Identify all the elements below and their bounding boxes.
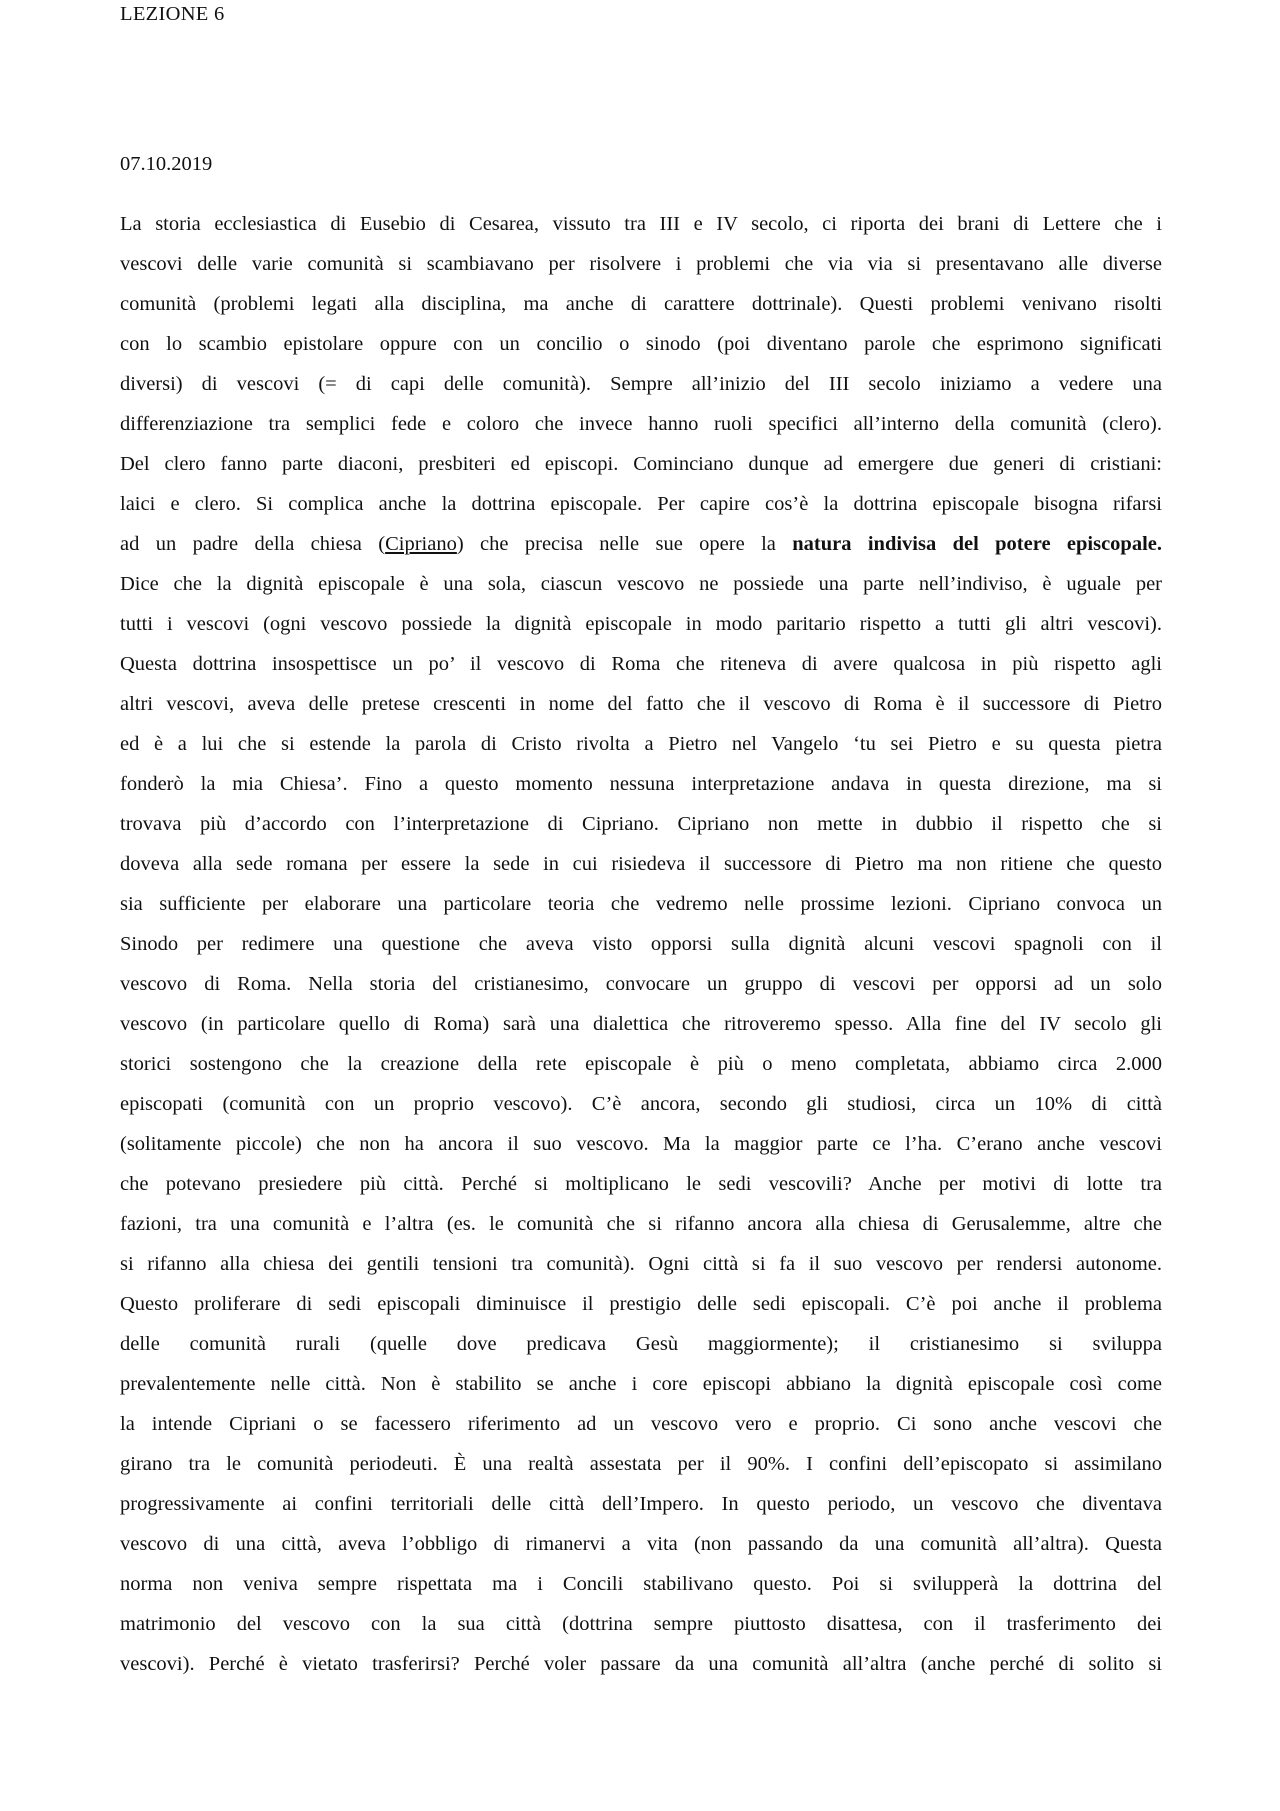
text-line: laici e clero. Si complica anche la dottrina episcopale. Per capire cos’è la dottrina episcopale bisogna rifarsi [120,493,1162,515]
underlined-name-cipriano: Cipriano [385,533,457,555]
text-line: doveva alla sede romana per essere la sede in cui risiedeva il successore di Pietro ma non ritiene che questo [120,853,1162,875]
text-line: Dice che la dignità episcopale è una sola, ciascun vescovo ne possiede una parte nell’indiviso, è uguale per [120,573,1162,595]
text-line: La storia ecclesiastica di Eusebio di Cesarea, vissuto tra III e IV secolo, ci riporta dei brani di Lettere che i [120,213,1162,235]
text-line: vescovi). Perché è vietato trasferirsi? Perché voler passare da una comunità all’altra (anche perché di solito si [120,1653,1162,1675]
text-line: diversi) di vescovi (= di capi delle comunità). Sempre all’inizio del III secolo iniziamo a vedere una [120,373,1162,395]
text-line: vescovo (in particolare quello di Roma) sarà una dialettica che ritroveremo spesso. Alla fine del IV secolo gli [120,1013,1162,1035]
bold-phrase: natura indivisa del potere episcopale. [792,533,1163,555]
text-line: con lo scambio epistolare oppure con un concilio o sinodo (poi diventano parole che esprimono significati [120,333,1162,355]
text-line: delle comunità rurali (quelle dove predicava Gesù maggiormente); il cristianesimo si sviluppa [120,1333,1162,1355]
page-header: LEZIONE 6 [120,3,225,25]
text-line: altri vescovi, aveva delle pretese crescenti in nome del fatto che il vescovo di Roma è il successore di Pietro [120,693,1162,715]
text-line: comunità (problemi legati alla disciplina, ma anche di carattere dottrinale). Questi problemi venivano risolti [120,293,1162,315]
text-line: storici sostengono che la creazione della rete episcopale è più o meno completata, abbiamo circa 2.000 [120,1053,1162,1075]
text-line: vescovi delle varie comunità si scambiavano per risolvere i problemi che via via si presentavano alle diverse [120,253,1162,275]
text-line: (solitamente piccole) che non ha ancora il suo vescovo. Ma la maggior parte ce l’ha. C’erano anche vescovi [120,1133,1162,1155]
text-line: tutti i vescovi (ogni vescovo possiede la dignità episcopale in modo paritario rispetto a tutti gli altri vescovi). [120,613,1162,635]
text-line: Questa dottrina insospettisce un po’ il vescovo di Roma che riteneva di avere qualcosa in più rispetto agli [120,653,1162,675]
text-line: progressivamente ai confini territoriali delle città dell’Impero. In questo periodo, un vescovo che diventava [120,1493,1162,1515]
text-line: episcopati (comunità con un proprio vescovo). C’è ancora, secondo gli studiosi, circa un 10% di città [120,1093,1162,1115]
text-line: Del clero fanno parte diaconi, presbiteri ed episcopi. Cominciano dunque ad emergere due generi di cristiani: [120,453,1162,475]
text-line: che potevano presiedere più città. Perché si moltiplicano le sedi vescovili? Anche per motivi di lotte tra [120,1173,1162,1195]
text-line: la intende Cipriani o se facessero riferimento ad un vescovo vero e proprio. Ci sono anche vescovi che [120,1413,1162,1435]
text-line: differenziazione tra semplici fede e coloro che invece hanno ruoli specifici all’interno della comunità (clero). [120,413,1162,435]
text-segment: ad un padre della chiesa ( [120,533,386,555]
text-line: trovava più d’accordo con l’interpretazione di Cipriano. Cipriano non mette in dubbio il rispetto che si [120,813,1162,835]
text-line: girano tra le comunità periodeuti. È una realtà assestata per il 90%. I confini dell’episcopato si assimilano [120,1453,1162,1475]
text-line: fonderò la mia Chiesa’. Fino a questo momento nessuna interpretazione andava in questa direzione, ma si [120,773,1162,795]
text-line: si rifanno alla chiesa dei gentili tensioni tra comunità). Ogni città si fa il suo vescovo per rendersi autonome. [120,1253,1162,1275]
text-line: matrimonio del vescovo con la sua città (dottrina sempre piuttosto disattesa, con il trasferimento dei [120,1613,1162,1635]
text-line: vescovo di Roma. Nella storia del cristianesimo, convocare un gruppo di vescovi per opporsi ad un solo [120,973,1162,995]
text-line: Sinodo per redimere una questione che aveva visto opporsi sulla dignità alcuni vescovi spagnoli con il [120,933,1162,955]
text-line: fazioni, tra una comunità e l’altra (es. le comunità che si rifanno ancora alla chiesa di Gerusalemme, altre che [120,1213,1162,1235]
text-segment: ) che precisa nelle sue opere la [456,533,793,555]
lesson-date: 07.10.2019 [120,153,213,175]
text-line: sia sufficiente per elaborare una particolare teoria che vedremo nelle prossime lezioni. Cipriano convoca un [120,893,1162,915]
text-line: vescovo di una città, aveva l’obbligo di rimanervi a vita (non passando da una comunità all’altra). Questa [120,1533,1162,1555]
text-line-with-emphasis [120,524,1162,564]
text-line: ed è a lui che si estende la parola di Cristo rivolta a Pietro nel Vangelo ‘tu sei Pietro e su questa pietra [120,733,1162,755]
text-line: prevalentemente nelle città. Non è stabilito se anche i core episcopi abbiano la dignità episcopale così come [120,1373,1162,1395]
text-line: Questo proliferare di sedi episcopali diminuisce il prestigio delle sedi episcopali. C’è poi anche il problema [120,1293,1162,1315]
body-paragraph [120,204,1162,1684]
text-line: norma non veniva sempre rispettata ma i Concili stabilivano questo. Poi si svilupperà la dottrina del [120,1573,1162,1595]
